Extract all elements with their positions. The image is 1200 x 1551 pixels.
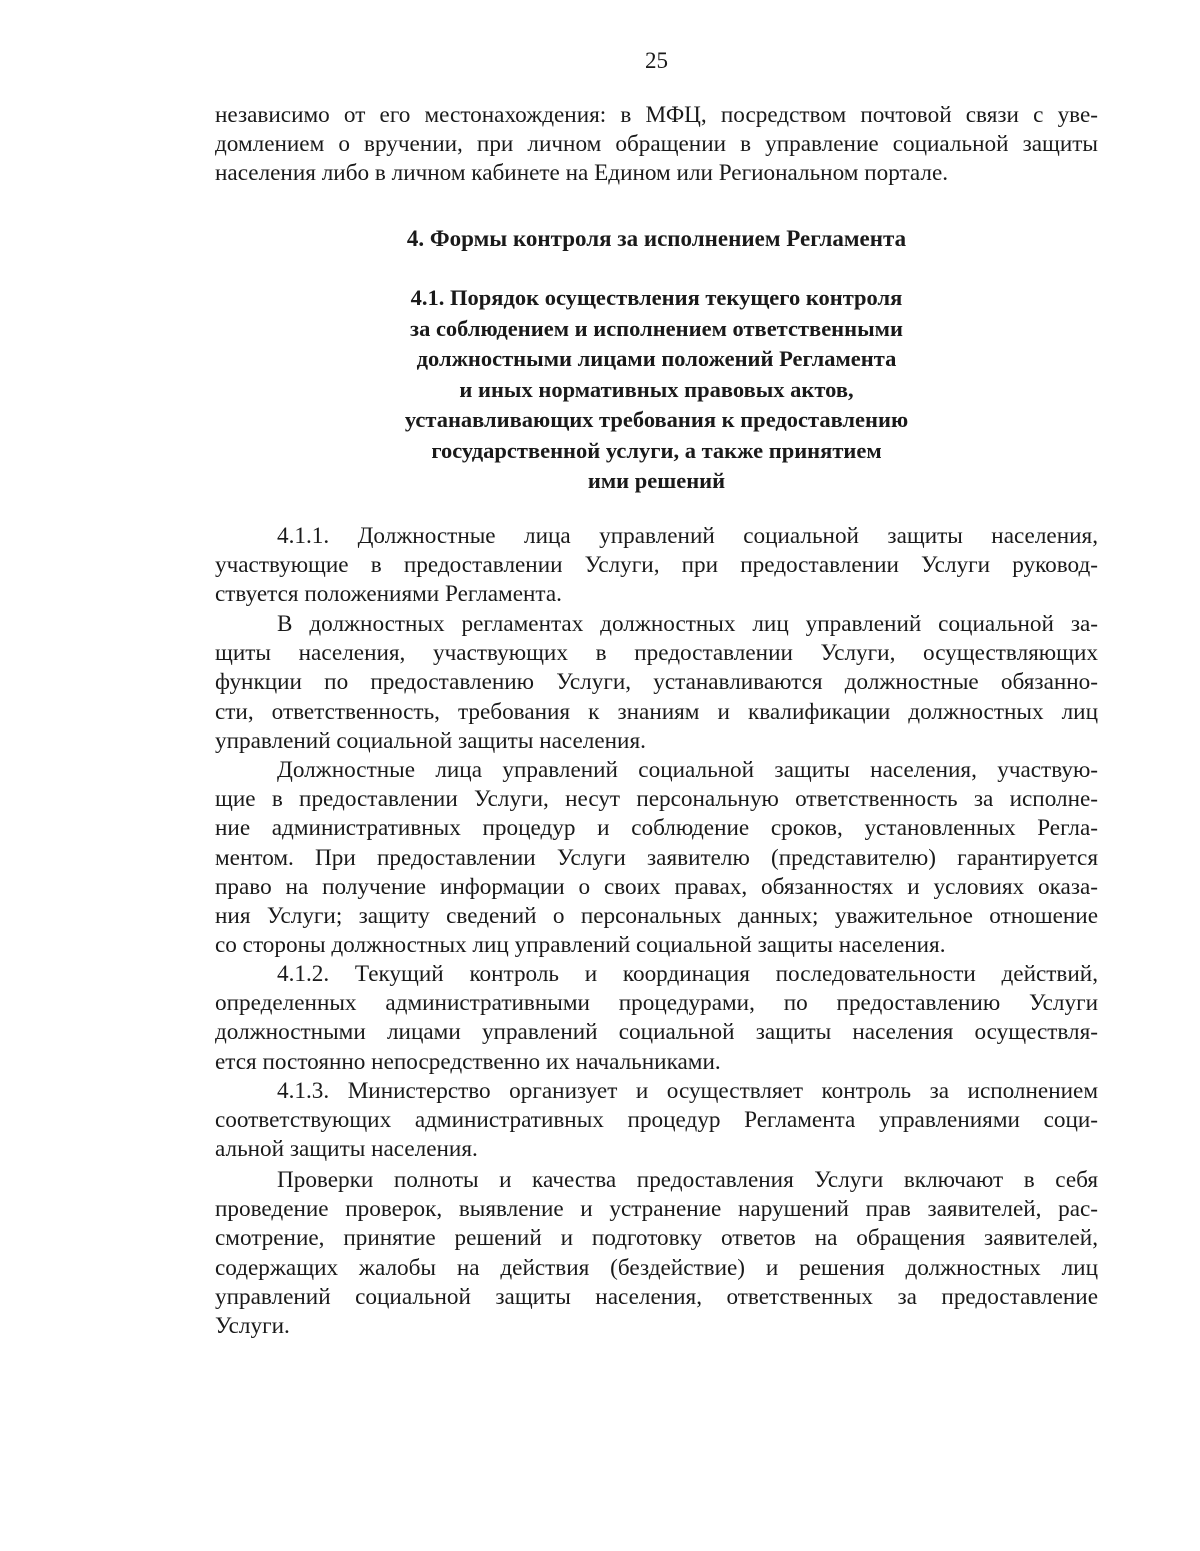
text-line: управлений социальной защиты населения. [215, 727, 646, 754]
text-line: населения либо в личном кабинете на Едином или Региональном портале. [215, 160, 949, 187]
intro-paragraph [215, 101, 1098, 189]
subsection-title-line: и иных нормативных правовых актов, [459, 376, 854, 402]
subsection-title-line: устанавливающих требования к предоставлению [404, 407, 909, 432]
subsection-title [215, 283, 1098, 497]
text-line: Услуги. [215, 1313, 290, 1340]
text-line: ется постоянно непосредственно их начальниками. [215, 1048, 721, 1075]
text-line: Проверки полноты и качества предоставления Услуги включают в себя [277, 1167, 1098, 1193]
text-line: участвующие в предоставлении Услуги, при предоставлении Услуги руковод- [215, 552, 1098, 579]
text-line: сти, ответственность, требования к знаниям и квалификации должностных лиц [215, 698, 1098, 725]
text-line: Должностные лица управлений социальной защиты населения, участвую- [277, 757, 1098, 783]
subsection-title-line: должностными лицами положений Регламента [416, 346, 897, 371]
text-line: смотрение, принятие решений и подготовку ответов на обращения заявителей, [215, 1225, 1098, 1252]
text-line: функции по предоставлению Услуги, устанавливаются должностные обязанно- [215, 669, 1098, 696]
text-line: право на получение информации о своих правах, обязанностях и условиях оказа- [215, 873, 1098, 900]
text-line: щие в предоставлении Услуги, несут персональную ответственность за исполне- [215, 786, 1098, 813]
paragraph-4-1-1 [215, 522, 1098, 610]
text-line: содержащих жалобы на действия (бездействие) и решения должностных лиц [215, 1254, 1098, 1281]
text-line: определенных административными процедурами, по предоставлению Услуги [215, 990, 1098, 1017]
paragraph-inspections [215, 1166, 1098, 1341]
text-line: ствуется положениями Регламента. [215, 581, 562, 608]
text-line: независимо от его местонахождения: в МФЦ, посредством почтовой связи с уве- [215, 102, 1098, 128]
paragraph-responsibility [215, 756, 1098, 960]
text-line: соответствующих административных процедур Регламента управлениями соци- [215, 1107, 1098, 1134]
text-line: со стороны должностных лиц управлений социальной защиты населения. [215, 932, 946, 959]
text-line: должностными лицами управлений социальной защиты населения осуществля- [215, 1019, 1098, 1046]
page-number: 25 [645, 48, 668, 73]
subsection-title-line: государственной услуги, а также принятием [431, 437, 882, 463]
text-line: ние административных процедур и соблюдение сроков, установленных Регла- [215, 815, 1098, 842]
text-line: 4.1.2. Текущий контроль и координация последовательности действий, [277, 961, 1098, 987]
text-line: 4.1.1. Должностные лица управлений социальной защиты населения, [277, 523, 1098, 549]
paragraph-regulations [215, 610, 1098, 756]
text-line: щиты населения, участвующих в предоставлении Услуги, осуществляющих [215, 640, 1098, 667]
subsection-title-line: 4.1. Порядок осуществления текущего контроля [410, 285, 903, 310]
paragraph-4-1-3 [215, 1077, 1098, 1165]
subsection-title-line: за соблюдением и исполнением ответственными [410, 315, 903, 341]
text-line: домлением о вручении, при личном обращении в управление социальной защиты [215, 131, 1098, 158]
text-line: 4.1.3. Министерство организует и осуществляет контроль за исполнением [277, 1078, 1098, 1104]
text-line: В должностных регламентах должностных лиц управлений социальной за- [277, 611, 1098, 637]
text-line: ния Услуги; защиту сведений о персональных данных; уважительное отношение [215, 903, 1098, 930]
section-title: 4. Формы контроля за исполнением Регламента [406, 226, 907, 251]
text-line: проведение проверок, выявление и устранение нарушений прав заявителей, рас- [215, 1196, 1098, 1223]
text-line: управлений социальной защиты населения, ответственных за предоставление [215, 1283, 1098, 1310]
text-line: альной защиты населения. [215, 1136, 478, 1163]
subsection-title-line: ими решений [587, 468, 726, 493]
text-line: ментом. При предоставлении Услуги заявителю (представителю) гарантируется [215, 844, 1098, 871]
paragraph-4-1-2 [215, 960, 1098, 1077]
